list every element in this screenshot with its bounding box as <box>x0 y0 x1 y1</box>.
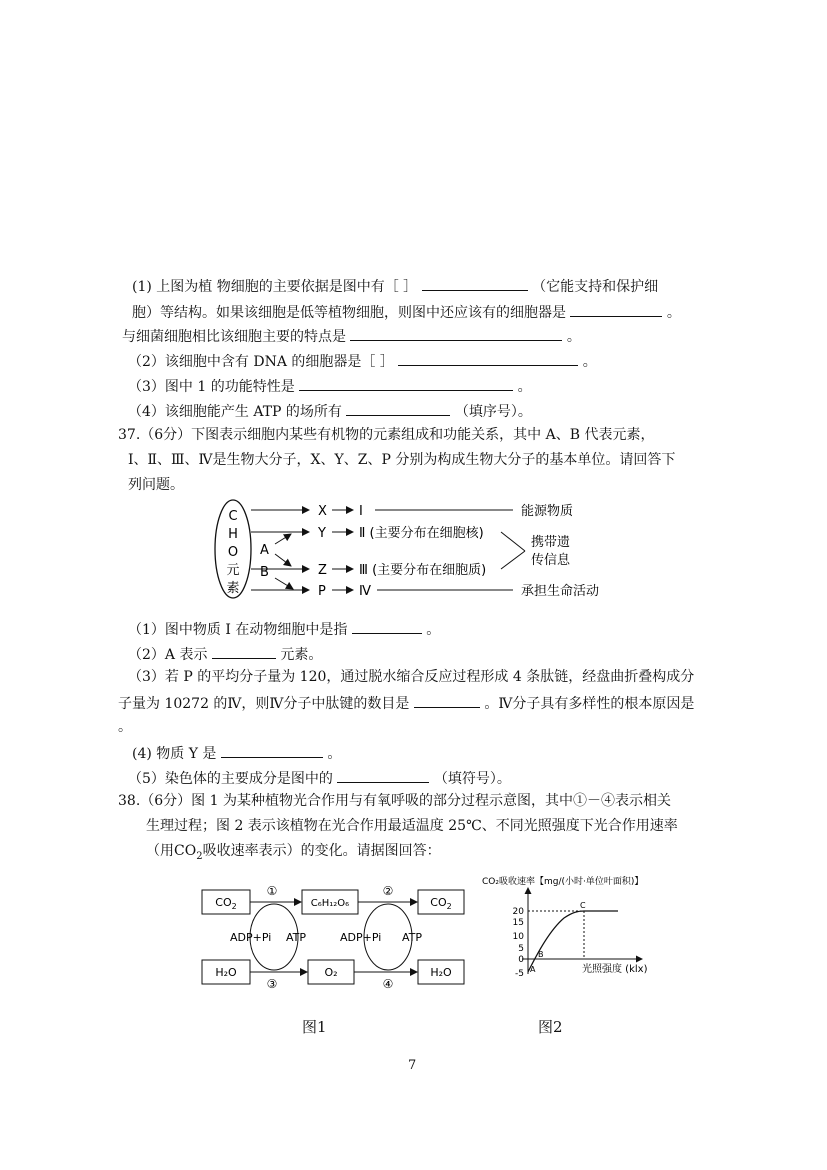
q37-blank-4[interactable] <box>221 743 323 758</box>
label-a: A <box>260 543 269 558</box>
q38-stem-3b: 吸收速率表示）的变化。请据图回答： <box>202 843 441 859</box>
q37-a1-text: （1）图中物质 I 在动物细胞中是指 <box>128 622 348 638</box>
page-number: 7 <box>408 1058 417 1073</box>
q37-a1 <box>128 619 440 639</box>
q36-p1f: 。 <box>566 329 581 345</box>
fig2-tick-0: 0 <box>518 955 524 965</box>
function-23a: 携带遗 <box>531 535 571 550</box>
macro-1: Ⅰ <box>359 504 363 519</box>
fig2-point-b: B <box>538 950 544 959</box>
q36-p1e: 与细菌细胞相比该细胞主要的特点是 <box>122 329 346 345</box>
label-x: X <box>318 504 327 519</box>
q36-line-3 <box>122 326 581 346</box>
oval-h: H <box>228 527 238 542</box>
q38-stem-3-sub: 2 <box>196 850 203 862</box>
adp-right: ADP+Pi <box>340 931 382 944</box>
fig2-point-c: C <box>580 901 586 910</box>
q37-a3-line1: （3）若 P 的平均分子量为 120，通过脱水缩合反应过程形成 4 条肽链，经盘曲折叠构成分 <box>128 669 695 685</box>
q36-p1d: 。 <box>666 305 681 321</box>
label-z: Z <box>318 563 327 578</box>
box-co2-left-label: $CO_2$ <box>215 896 237 911</box>
q37-a2-end: 元素。 <box>280 647 323 663</box>
oval-c: C <box>228 509 238 524</box>
step-3: ③ <box>266 977 278 990</box>
atp-right: ATP <box>402 931 423 944</box>
macro-3: Ⅲ (主要分布在细胞质) <box>359 563 487 578</box>
q36-p3b: 。 <box>517 379 532 395</box>
q37-a2-text: （2）A 表示 <box>128 647 208 663</box>
q37-stem-3: 列问题。 <box>128 477 184 493</box>
oval-su: 素 <box>226 581 240 596</box>
q37-blank-5[interactable] <box>337 768 429 783</box>
fig2-tick-10: 10 <box>512 932 524 942</box>
fig2-tick-15: 15 <box>512 918 524 928</box>
function-23b: 传信息 <box>531 553 571 568</box>
function-1: 能源物质 <box>521 504 574 519</box>
q37-blank-1[interactable] <box>352 619 422 634</box>
q37-concept-diagram <box>205 496 625 606</box>
q36-line-5 <box>128 376 532 396</box>
q36-line-1 <box>132 276 658 296</box>
q37-a3-rest: 。Ⅳ分子具有多样性的根本原因是 <box>484 696 695 712</box>
q36-p2a: （2）该细胞中含有 DNA 的细胞器是［ ］ <box>128 354 394 370</box>
q37-stem-1: 37.（6分）下图表示细胞内某些有机物的元素组成和功能关系，其中 A、B 代表元素， <box>118 427 655 443</box>
q36-p4b: （填序号）。 <box>454 404 532 420</box>
fig2-point-a: A <box>530 965 536 974</box>
box-co2-right-label: $CO_2$ <box>430 896 452 911</box>
q36-line-6 <box>128 401 532 421</box>
q36-line-4 <box>128 351 597 371</box>
q36-blank-6[interactable] <box>346 401 450 416</box>
adp-left: ADP+Pi <box>230 931 272 944</box>
q37-blank-3[interactable] <box>414 693 480 708</box>
macro-2: Ⅱ (主要分布在细胞核) <box>359 526 484 541</box>
q36-p2b: 。 <box>582 354 597 370</box>
q37-a3-text: 子量为 10272 的Ⅳ，则Ⅳ分子中肽键的数目是 <box>118 696 410 712</box>
q38-stem-1: 38.（6分）图 1 为某种植物光合作用与有氧呼吸的部分过程示意图，其中①－④表示相关 <box>118 793 671 809</box>
q38-stem-3 <box>146 842 441 866</box>
q36-line-2 <box>132 302 681 322</box>
step-2: ② <box>382 884 394 898</box>
label-b: B <box>260 565 269 580</box>
fig2-caption: 图2 <box>538 1018 563 1036</box>
box-glucose-label: C₆H₁₂O₆ <box>310 898 350 909</box>
box-h2o-left-label: H₂O <box>215 966 237 979</box>
fig2-curve <box>528 911 618 972</box>
fig1-process-diagram <box>198 880 468 990</box>
q36-p1a: (1) 上图为植 物细胞的主要依据是图中有［ ］ <box>132 279 418 295</box>
q36-p4a: （4）该细胞能产生 ATP 的场所有 <box>128 404 342 420</box>
macro-4: Ⅳ <box>359 584 371 599</box>
fig1-caption: 图1 <box>302 1018 327 1036</box>
q36-blank-4[interactable] <box>398 351 578 366</box>
step-4: ④ <box>382 977 394 990</box>
atp-left: ATP <box>286 931 307 944</box>
fig2-tick-neg5: -5 <box>515 969 524 979</box>
fig2-tick-5: 5 <box>518 944 524 954</box>
q36-p3a: （3）图中 1 的功能特性是 <box>128 379 295 395</box>
oval-o: O <box>227 545 239 560</box>
q36-blank-2[interactable] <box>570 302 662 317</box>
q37-a3-line3: 。 <box>118 719 132 735</box>
q37-a4 <box>132 743 341 763</box>
q36-p1b: （它能支持和保护细 <box>532 279 659 295</box>
box-o2-label: O₂ <box>324 966 338 979</box>
q36-blank-3[interactable] <box>350 326 562 341</box>
q36-blank-5[interactable] <box>299 376 513 391</box>
q37-a2 <box>128 644 322 664</box>
q38-stem-3a: （用CO <box>146 843 197 859</box>
q37-a5-end: （填符号）。 <box>433 771 511 787</box>
q37-blank-2[interactable] <box>212 644 276 659</box>
q36-blank-1[interactable] <box>422 276 528 291</box>
q37-a3-line2 <box>118 693 694 713</box>
step-1: ① <box>266 884 278 898</box>
q37-a4-end: 。 <box>327 746 342 762</box>
q37-stem-2: Ⅰ、Ⅱ、Ⅲ、Ⅳ是生物大分子，X、Y、Z、P 分别为构成生物大分子的基本单位。请回答下 <box>128 452 676 468</box>
fig2-xlabel: 光照强度 (klx) <box>582 964 648 975</box>
fig2-light-response-chart <box>478 872 678 982</box>
q37-a5 <box>128 768 511 788</box>
oval-yuan: 元 <box>226 563 240 578</box>
q37-a4-text: (4) 物质 Y 是 <box>132 746 217 762</box>
function-4: 承担生命活动 <box>521 584 600 599</box>
label-y: Y <box>318 526 326 541</box>
fig2-tick-20: 20 <box>512 907 524 917</box>
box-h2o-right-label: H₂O <box>430 966 452 979</box>
q37-a5-text: （5）染色体的主要成分是图中的 <box>128 771 333 787</box>
q38-stem-2: 生理过程；图 2 表示该植物在光合作用最适温度 25℃、不同光照强度下光合作用速率 <box>146 818 678 834</box>
q37-a1-end: 。 <box>426 622 441 638</box>
label-p: P <box>318 584 326 599</box>
fig2-ylabel: CO₂吸收速率【mg/(小时·单位叶面积)】 <box>482 877 644 887</box>
q36-p1c: 胞）等结构。如果该细胞是低等植物细胞，则图中还应该有的细胞器是 <box>132 305 566 321</box>
